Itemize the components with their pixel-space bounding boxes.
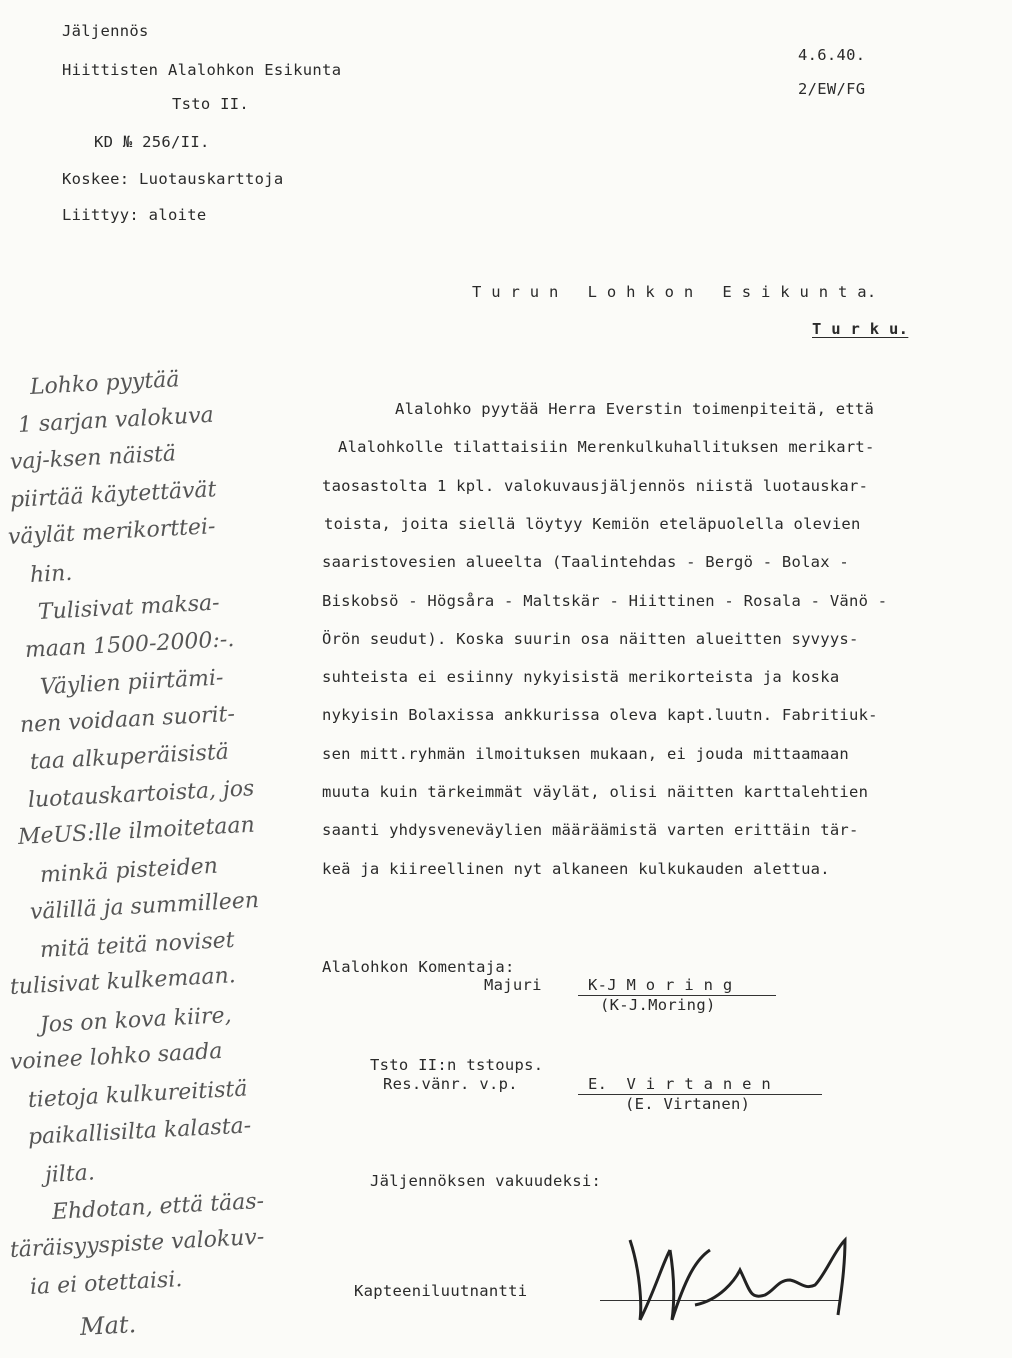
letter-body-line: taosastolta 1 kpl. valokuvausjäljennös niistä luotauskar- (322, 476, 869, 495)
handwritten-note-line: luotauskartoista, jos (27, 775, 255, 813)
commander-rank: Majuri (484, 976, 542, 994)
handwritten-note-line: voinee lohko saada (9, 1038, 224, 1075)
handwritten-signature (600, 1210, 860, 1330)
bleed-through-mark (585, 25, 594, 58)
certifier-rank: Kapteeniluutnantti (354, 1282, 528, 1300)
letter-body-line: saanti yhdysveneväylien määräämistä varten erittäin tär- (322, 821, 859, 840)
office-title: Tsto II:n tstoups. (370, 1056, 544, 1074)
handwritten-note-line: piirtää käytettävät (9, 476, 218, 513)
handwritten-note-line: Mat. (79, 1309, 137, 1341)
recipient-city: T u r k u. (812, 320, 909, 338)
letter-body-line: saaristovesien alueelta (Taalintehdas - Bergö - Bolax - (322, 553, 849, 572)
handwritten-note-line: 1 sarjan valokuva (17, 402, 215, 438)
handwritten-note-line: nen voidaan suorit- (19, 701, 236, 738)
subject: Koskee: Luotauskarttoja (62, 170, 284, 188)
handwritten-note-line: välillä ja summilleen (29, 888, 260, 925)
office-signature: E. V i r t a n e n (588, 1075, 772, 1093)
letter-body-line: sen mitt.ryhmän ilmoituksen mukaan, ei jouda mittaamaan (322, 744, 849, 763)
letter-body-line: keä ja kiireellinen nyt alkaneen kulkukauden alettua. (322, 859, 830, 878)
recipient-name: T u r u n L o h k o n E s i k u n t a. (472, 283, 877, 301)
handwritten-note-line: Jos on kova kiire, (39, 1002, 233, 1038)
handwritten-note-line: hin. (29, 560, 73, 588)
sender: Hiittisten Alalohkon Esikunta (62, 61, 342, 79)
office: Tsto II. (172, 95, 250, 113)
handwritten-note-line: mitä teitä noviset (39, 927, 236, 963)
handwritten-note-line: Tulisivat maksa- (37, 590, 221, 625)
handwritten-note-line: taa alkuperäisistä (29, 739, 230, 775)
letter-body-line: muuta kuin tärkeimmät väylät, olisi näitten karttalehtien (322, 783, 869, 801)
handwritten-note-line: paikallisilta kalasta- (27, 1113, 252, 1150)
reference-code: 2/EW/FG (798, 80, 866, 98)
handwritten-note-line: jilta. (44, 1159, 96, 1188)
handwritten-note-line: Lohko pyytää (29, 367, 181, 400)
certification-label: Jäljennöksen vakuudeksi: (370, 1172, 602, 1190)
handwritten-note-line: tietoja kulkureitistä (27, 1076, 249, 1113)
handwritten-note-line: väylät merikorttei- (7, 514, 217, 550)
handwritten-note-line: Väylien piirtämi- (39, 665, 225, 700)
letter-body-line: Biskobsö - Högsåra - Maltskär - Hiittinen - Rosala - Vänö - (322, 591, 888, 610)
handwritten-note-line: MeUS:lle ilmoitetaan (17, 812, 256, 850)
copy-label: Jäljennös (62, 22, 149, 40)
letter-body-line: Alalohkolle tilattaisiin Merenkulkuhallituksen merikart- (338, 438, 875, 457)
commander-signature: K-J M o r i n g (588, 976, 733, 994)
office-rank: Res.vänr. v.p. (383, 1075, 518, 1093)
date: 4.6.40. (798, 46, 866, 64)
handwritten-note-line: minkä pisteiden (39, 853, 219, 888)
attachment: Liittyy: aloite (62, 206, 207, 224)
letter-body-line: suhteista ei esiinny nykyisistä merikorteista ja koska (322, 668, 840, 687)
commander-title: Alalohkon Komentaja: (322, 958, 515, 976)
commander-name: (K-J.Moring) (600, 996, 716, 1014)
letter-body-line: Örön seudut). Koska suurin osa näitten alueitten syvyys- (322, 629, 859, 648)
reference-number: KD № 256/II. (94, 133, 210, 151)
handwritten-note-line: täräisyyspiste valokuv- (9, 1224, 265, 1263)
handwritten-note-line: tulisivat kulkemaan. (9, 963, 237, 1000)
letter-body-line: nykyisin Bolaxissa ankkurissa oleva kapt.luutn. Fabritiuk- (322, 706, 878, 725)
letter-body-line: Alalohko pyytää Herra Everstin toimenpiteitä, että (395, 400, 875, 418)
handwritten-note-line: vaj-ksen näistä (9, 441, 177, 475)
handwritten-note-line: maan 1500-2000:-. (24, 626, 235, 663)
handwritten-note-line: ia ei otettaisi. (29, 1267, 183, 1300)
handwritten-note-line: Ehdotan, että täas- (51, 1188, 265, 1225)
letter-body-line: toista, joita siellä löytyy Kemiön eteläpuolella olevien (324, 514, 861, 533)
office-name: (E. Virtanen) (625, 1095, 751, 1113)
